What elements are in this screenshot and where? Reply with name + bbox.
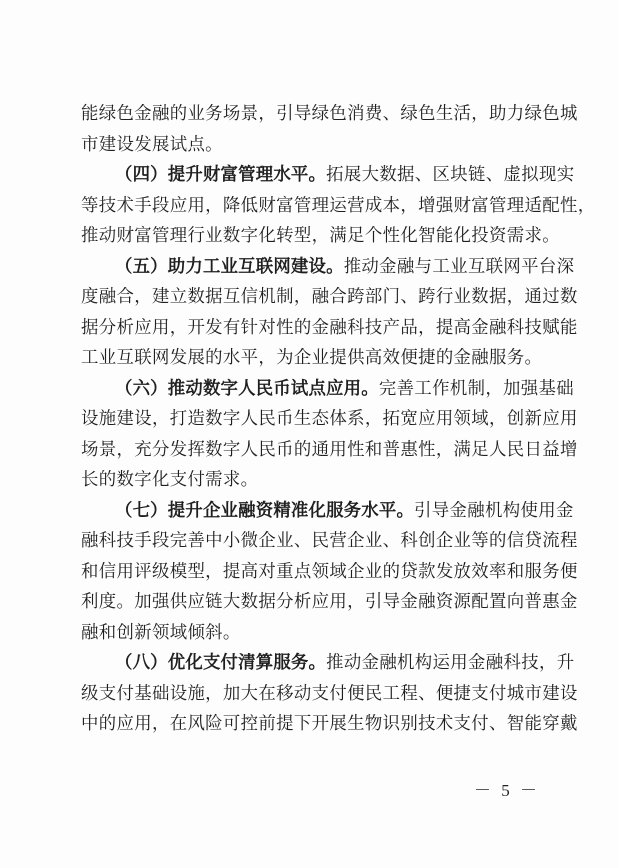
text-line <box>81 160 575 191</box>
line-text: 等技术手段应用，降低财富管理运营成本，增强财富管理适配性， <box>81 195 596 216</box>
text-line <box>81 221 560 252</box>
text-line <box>81 191 596 222</box>
section-heading: （五）助力工业互联网建设。 <box>115 256 344 277</box>
line-text: 引导金融机构使用金 <box>414 500 574 521</box>
text-line <box>81 496 574 527</box>
line-text: 场景，充分发挥数字人民币的通用性和普惠性，满足人民日益增 <box>81 439 578 460</box>
line-text: 推动金融与工业互联网平台深 <box>343 256 575 277</box>
text-line <box>81 99 578 130</box>
section-heading: （六）推动数字人民币试点应用。 <box>115 378 379 399</box>
line-text: 融和创新领域倾斜。 <box>81 622 241 643</box>
text-line <box>81 465 539 496</box>
line-text: 利度。加强供应链大数据分析应用，引导金融资源配置向普惠金 <box>81 592 578 612</box>
section-heading: （八）优化支付清算服务。 <box>115 653 327 673</box>
line-text: 能绿色金融的业务场景，引导绿色消费、绿色生活，助力绿色城 <box>81 104 578 124</box>
line-text: 推动财富管理行业数字化转型，满足个性化智能化投资需求。 <box>81 226 560 246</box>
text-line <box>81 557 578 588</box>
text-line <box>81 130 539 161</box>
document-body <box>81 99 596 740</box>
line-text: 推动金融机构运用金融科技，升 <box>326 653 575 673</box>
line-text: 度融合，建立数据互信机制，融合跨部门、跨行业数据，通过数 <box>81 287 578 307</box>
text-line <box>81 618 539 649</box>
line-text: 拓展大数据、区块链、虚拟现实 <box>326 165 575 185</box>
text-line <box>81 709 578 740</box>
line-text: 长的数字化支付需求。 <box>81 470 259 490</box>
line-text: 市建设发展试点。 <box>81 134 223 155</box>
line-text: 级支付基础设施，加大在移动支付便民工程、便捷支付城市建设 <box>81 683 578 704</box>
line-text: 工业互联网发展的水平，为企业提供高效便捷的金融服务。 <box>81 348 543 368</box>
text-line <box>81 648 575 679</box>
line-text: 设施建设，打造数字人民币生态体系，拓宽应用领域，创新应用 <box>81 409 578 429</box>
text-line <box>81 526 578 557</box>
text-line <box>81 374 575 405</box>
page-number: － 5 － <box>474 781 540 800</box>
text-line <box>81 435 578 466</box>
text-line <box>81 679 578 710</box>
text-line <box>81 404 578 435</box>
text-line <box>81 282 578 313</box>
line-text: 据分析应用，开发有针对性的金融科技产品，提高金融科技赋能 <box>81 317 578 338</box>
text-line <box>81 587 578 618</box>
line-text: 完善工作机制，加强基础 <box>378 378 575 399</box>
section-heading: （七）提升企业融资精准化服务水平。 <box>115 500 415 521</box>
line-text: 和信用评级模型，提高对重点领域企业的贷款发放效率和服务便 <box>81 561 578 582</box>
line-text: 中的应用，在风险可控前提下开展生物识别技术支付、智能穿戴 <box>81 714 578 734</box>
text-line <box>81 313 578 344</box>
text-line <box>81 343 543 374</box>
section-heading: （四）提升财富管理水平。 <box>115 165 327 185</box>
text-line <box>81 252 575 283</box>
line-text: 融科技手段完善中小微企业、民营企业、科创企业等的信贷流程 <box>81 531 578 551</box>
